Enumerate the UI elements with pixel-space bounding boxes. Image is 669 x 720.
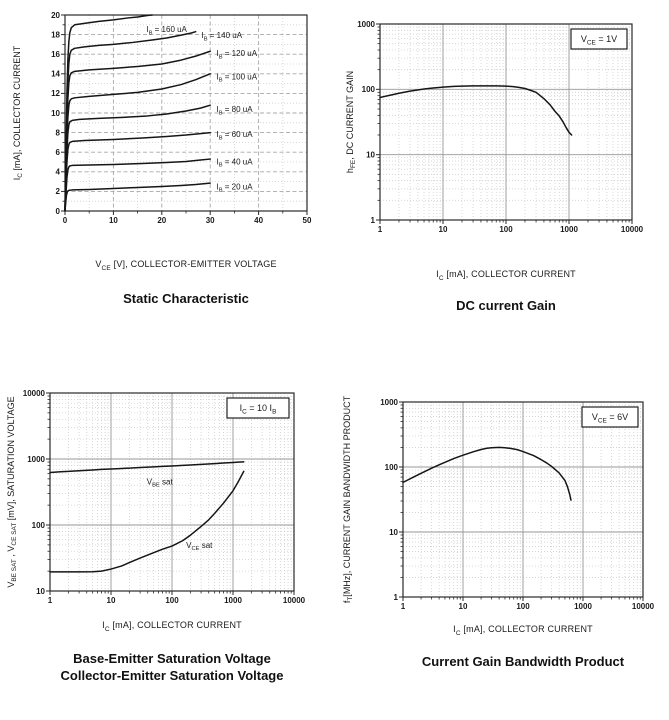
label-text: I (436, 269, 439, 279)
x-tick-label: 20 (157, 216, 167, 225)
label-text: [mA], COLLECTOR CURRENT (443, 269, 576, 279)
label-text: [V], COLLECTOR-EMITTER VOLTAGE (110, 259, 277, 269)
y-tick-label: 4 (55, 167, 60, 177)
x-tick-label: 1000 (560, 225, 578, 234)
chart-title-line: Current Gain Bandwidth Product (421, 654, 625, 669)
y-tick-label: 8 (55, 128, 60, 138)
curve-hFE (380, 86, 572, 135)
dc-current-gain-chart (335, 0, 669, 240)
y-tick-label: 16 (51, 50, 60, 59)
y-tick-label: 10000 (22, 388, 45, 398)
x-tick-label: 1 (400, 602, 406, 611)
axis-ticks (51, 11, 312, 225)
subscript: C (104, 625, 110, 633)
annotation-text: $I_C = 10$ $I_B$ (239, 403, 277, 416)
y-tick-label: 100 (384, 462, 398, 472)
y-tick-label: 20 (51, 10, 60, 20)
x-tick-label: 10000 (620, 225, 644, 234)
chart-title (422, 653, 624, 670)
y-tick-label: 12 (51, 89, 60, 99)
x-tick-label: 1000 (574, 602, 592, 611)
curve-label: $I_B = 20$ uA (216, 182, 253, 194)
y-tick-label: 1 (370, 215, 375, 225)
x-tick-label: 1000 (224, 596, 242, 605)
x-tick-label: 100 (516, 602, 530, 611)
x-axis-label (102, 620, 242, 633)
x-tick-label: 10 (108, 216, 118, 225)
chart-title (123, 290, 249, 307)
subscript: CE (101, 264, 111, 272)
label-text: V (95, 259, 102, 269)
label-text: I (102, 620, 105, 630)
curve-label: $I_B = 40$ uA (216, 157, 253, 169)
y-tick-label: 2 (55, 187, 60, 197)
label-text: [mA], COLLECTOR CURRENT (460, 624, 593, 634)
gridlines (403, 402, 643, 597)
annotation-text: $V_{CE} = 6V$ (591, 412, 629, 425)
annotation-text: $V_{CE} = 1V$ (580, 34, 618, 47)
y-axis-label: $V_{BE SAT}$ , $V_{CE SAT}$ [mV], SATURATION VOLTAGE (6, 396, 19, 588)
y-axis-label: $h_{FE}$, DC CURRENT GAIN (345, 70, 358, 174)
x-tick-label: 10 (438, 225, 448, 234)
chart-title-line: DC current Gain (456, 298, 556, 313)
curve-label: $I_B = 120$ uA (216, 49, 258, 61)
x-tick-label: 0 (62, 216, 68, 225)
y-tick-label: 14 (51, 69, 60, 79)
chart-title-line: Base-Emitter Saturation Voltage (73, 651, 271, 666)
subscript: C (455, 629, 461, 637)
chart-title-line: Collector-Emitter Saturation Voltage (60, 668, 284, 683)
y-tick-label: 1 (393, 592, 398, 602)
subscript: C (438, 274, 444, 282)
curve-label: $V_{CE}$ sat (186, 540, 213, 553)
y-tick-label: 1000 (27, 454, 45, 464)
chart-title (61, 650, 284, 684)
x-tick-label: 10000 (282, 596, 306, 605)
y-tick-label: 6 (55, 148, 60, 157)
y-tick-label: 1000 (357, 19, 375, 29)
curve-label: $V_{BE}$ sat (146, 477, 173, 489)
curve-label: $I_B = 60$ uA (216, 130, 253, 142)
series-curves (403, 447, 571, 500)
y-axis-label: $f_T[MHz]$, CURRENT GAIN BANDWIDTH PRODUCT (342, 395, 355, 604)
y-axis-label: $I_C$ [mA], COLLECTOR CURRENT (12, 45, 25, 181)
chart-title (456, 297, 556, 314)
y-tick-label: 0 (55, 206, 60, 216)
label-text: I (453, 624, 456, 634)
curve-label: $I_B = 140$ uA (201, 31, 243, 43)
curve-label: $I_B = 160$ uA (146, 25, 187, 37)
x-tick-label: 100 (499, 225, 513, 234)
x-tick-label: 40 (254, 216, 264, 225)
axis-ticks (357, 20, 643, 234)
x-tick-label: 100 (165, 596, 179, 605)
curve-label: $I_B = 80$ uA (216, 105, 253, 117)
x-tick-label: 1 (377, 225, 383, 234)
gridlines (50, 393, 294, 591)
x-tick-label: 10 (106, 596, 116, 605)
y-tick-label: 10 (51, 108, 60, 118)
curve-label: $I_B = 100$ uA (216, 72, 258, 84)
x-tick-label: 50 (302, 216, 312, 225)
x-tick-label: 30 (205, 216, 215, 225)
gridlines (65, 15, 307, 211)
curve-VBE sat (50, 462, 244, 473)
x-tick-label: 1 (47, 596, 53, 605)
y-tick-label: 18 (51, 30, 60, 40)
y-tick-label: 10 (36, 586, 45, 596)
static-characteristic-chart (0, 0, 335, 240)
curve-IB = 140 uA (65, 32, 196, 211)
gridlines (380, 24, 632, 220)
x-tick-label: 10000 (631, 602, 655, 611)
x-axis-label (436, 269, 576, 282)
x-tick-label: 10 (458, 602, 468, 611)
curve-IB = 20 uA (65, 183, 210, 211)
y-tick-label: 100 (31, 520, 45, 530)
curve-fT (403, 447, 571, 500)
y-tick-label: 10 (366, 150, 375, 160)
y-tick-label: 1000 (380, 397, 398, 407)
y-tick-label: 10 (389, 527, 398, 537)
y-tick-label: 100 (361, 85, 375, 95)
saturation-voltage-chart (0, 370, 335, 615)
label-text: [mA], COLLECTOR CURRENT (109, 620, 242, 630)
chart-title-line: Static Characteristic (123, 291, 249, 306)
x-axis-label (95, 259, 276, 272)
x-axis-label (453, 624, 593, 637)
series-curves (380, 86, 572, 135)
current-gain-bandwidth-product-chart (335, 370, 669, 615)
